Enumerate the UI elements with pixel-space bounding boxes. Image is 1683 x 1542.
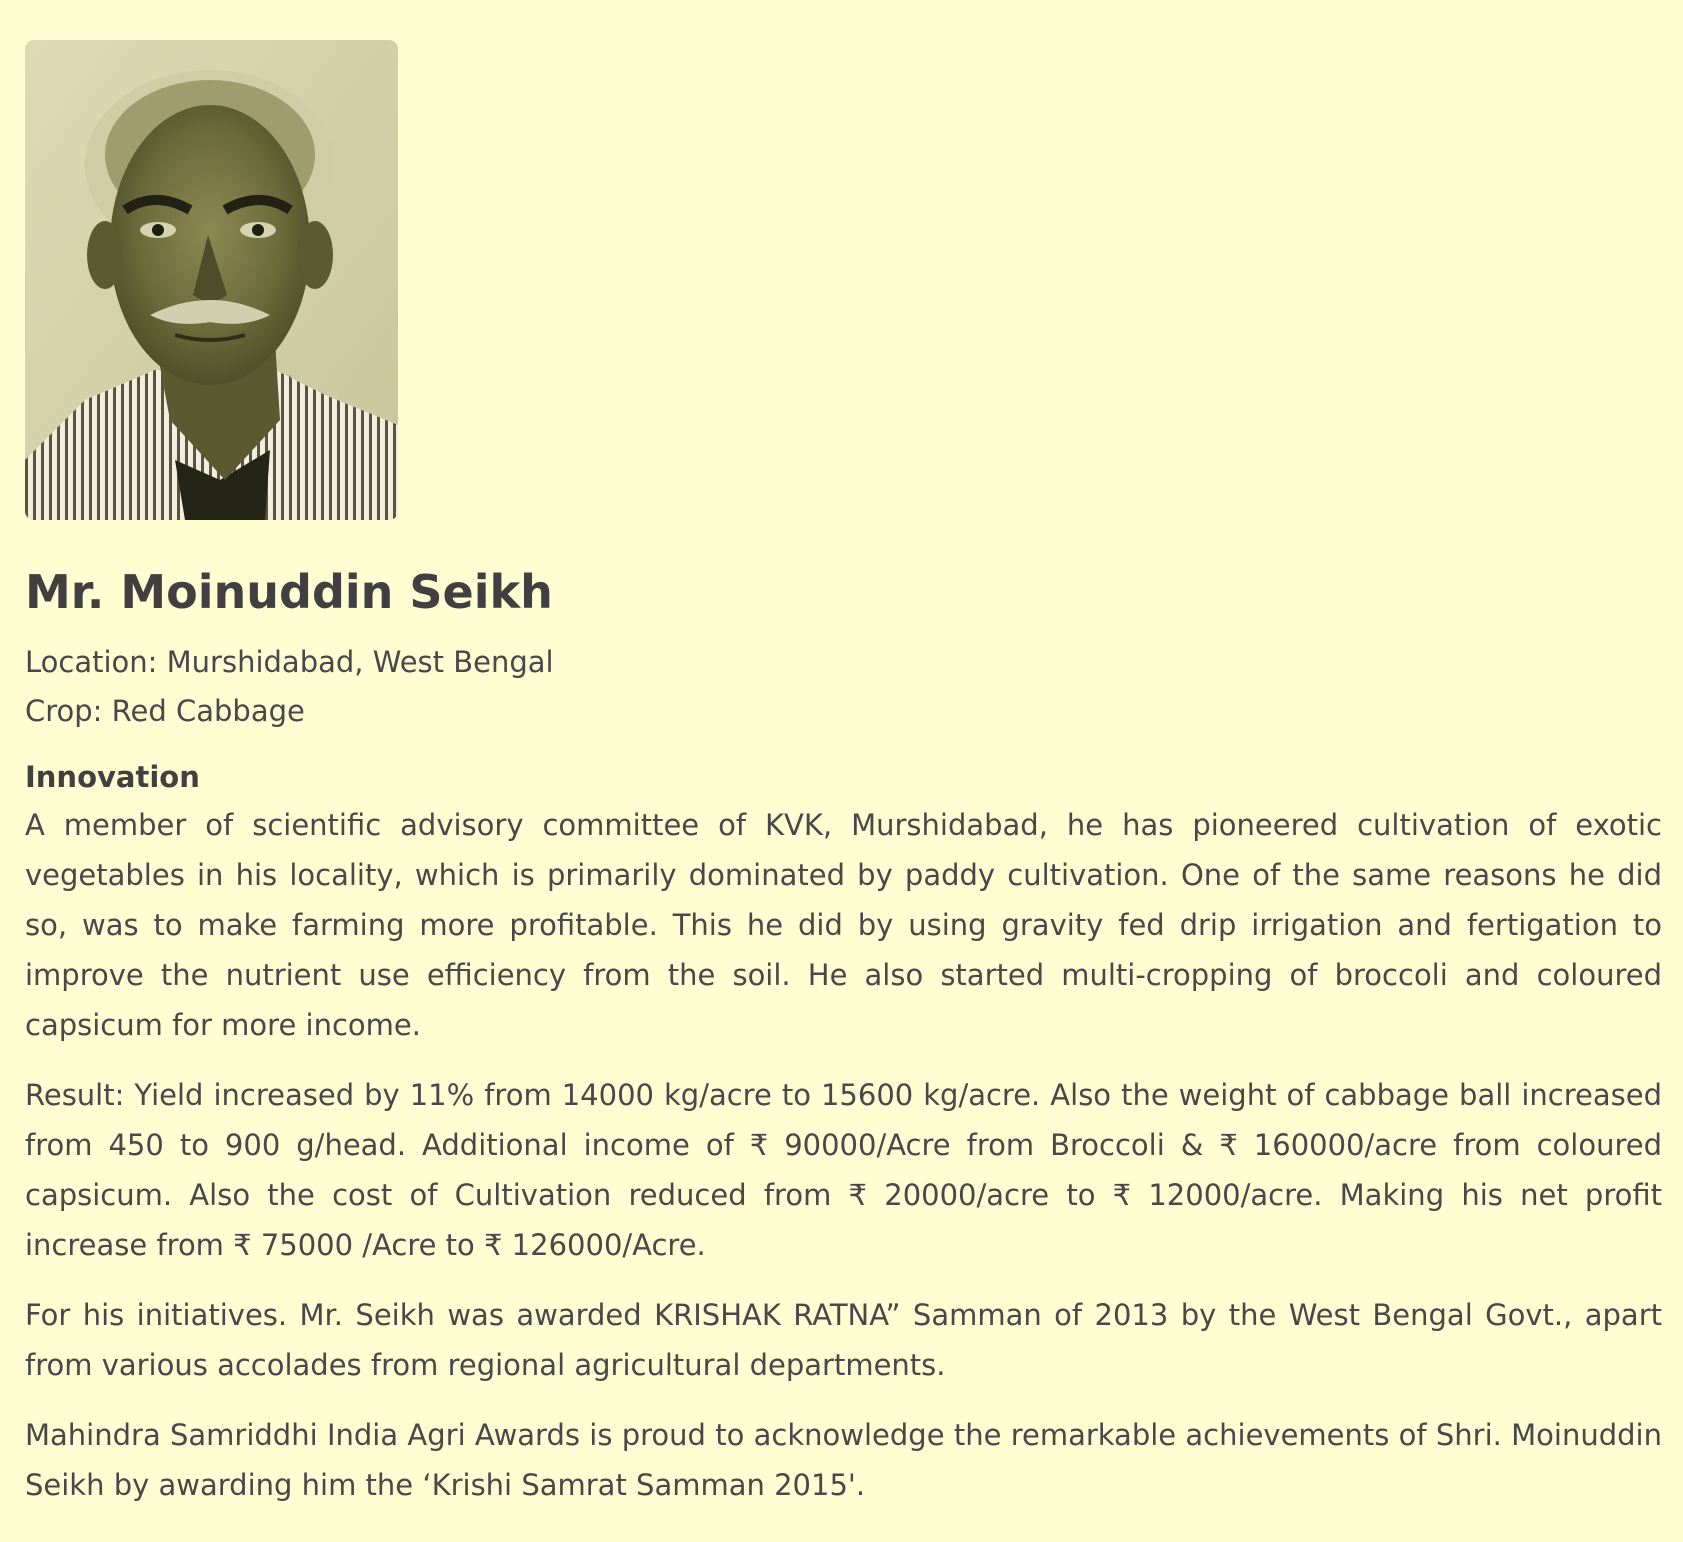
result-paragraph: Result: Yield increased by 11% from 14000 kg/acre to 15600 kg/acre. Also the weight of cabbage ball increased from 450 to 900 g/head. Additional income of ₹ 90000/Acre from Broccoli & ₹ 160000/acre from coloured capsicum. Also the cost of Cultivation reduced from ₹ 20000/acre to ₹ 12000/acre. Making his net profit increase from ₹ 75000 /Acre to ₹ 126000/Acre. [25,1078,1662,1262]
farmer-name: Mr. Moinuddin Seikh [25,565,553,619]
innovation-heading: Innovation [25,760,200,794]
acknowledgement-paragraph: Mahindra Samriddhi India Agri Awards is proud to acknowledge the remarkable achievements of Shri. Moinuddin Seikh by awarding him the ‘Krishi Samrat Samman 2015'. [25,1418,1662,1502]
farmer-portrait [25,40,398,520]
award-paragraph: For his initiatives. Mr. Seikh was awarded KRISHAK RATNA” Samman of 2013 by the West Bengal Govt., apart from various accolades from regional agricultural departments. [25,1298,1662,1382]
innovation-paragraph: A member of scientific advisory committee of KVK, Murshidabad, he has pioneered cultivation of exotic vegetables in his locality, which is primarily dominated by paddy cultivation. One of the same reasons he did so, was to make farming more profitable. This he did by using gravity fed drip irrigation and fertigation to improve the nutrient use efficiency from the soil. He also started multi-cropping of broccoli and coloured capsicum for more income. [25,808,1662,1042]
profile-meta [25,638,1662,736]
location-text: Location: Murshidabad, West Bengal [25,645,554,679]
crop-text: Crop: Red Cabbage [25,694,305,728]
profile-page [25,40,1662,1510]
